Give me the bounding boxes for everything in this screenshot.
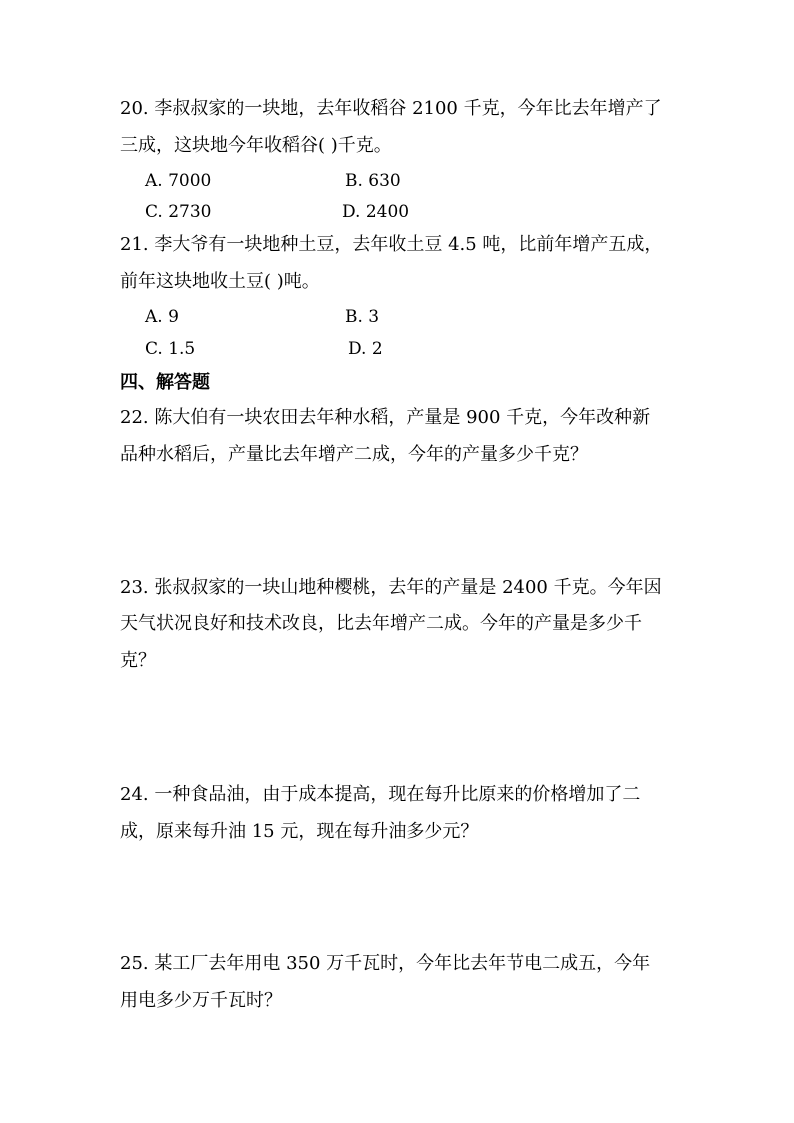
question-22-line-1: 22. 陈大伯有一块农田去年种水稻，产量是 900 千克，今年改种新 <box>120 407 651 428</box>
question-21-option-d: D. 2 <box>348 339 383 359</box>
section-heading: 四、解答题 <box>120 372 210 393</box>
question-20-option-c: C. 2730 <box>145 202 212 222</box>
question-25-line-2: 用电多少万千瓦时？ <box>120 990 282 1011</box>
question-25-line-1: 25. 某工厂去年用电 350 万千瓦时，今年比去年节电二成五，今年 <box>120 953 651 974</box>
question-20-option-b: B. 630 <box>345 171 401 191</box>
question-21-line-1: 21. 李大爷有一块地种土豆，去年收土豆 4.5 吨，比前年增产五成， <box>120 234 663 255</box>
question-20-option-a: A. 7000 <box>145 171 212 191</box>
question-20-line-2: 三成，这块地今年收稻谷( )千克。 <box>120 135 392 156</box>
question-24-line-2: 成，原来每升油 15 元，现在每升油多少元？ <box>120 821 479 842</box>
question-23-line-2: 天气状况良好和技术改良，比去年增产二成。今年的产量是多少千 <box>120 613 642 634</box>
question-23-line-3: 克？ <box>120 650 156 671</box>
question-21-option-a: A. 9 <box>145 307 179 327</box>
question-20-line-1: 20. 李叔叔家的一块地，去年收稻谷 2100 千克，今年比去年增产了 <box>120 98 662 119</box>
question-21-option-b: B. 3 <box>345 307 380 327</box>
question-22-line-2: 品种水稻后，产量比去年增产二成，今年的产量多少千克？ <box>120 444 588 465</box>
question-21-option-c: C. 1.5 <box>145 339 196 359</box>
question-21-line-2: 前年这块地收土豆( )吨。 <box>120 271 320 292</box>
question-24-line-1: 24. 一种食品油，由于成本提高，现在每升比原来的价格增加了二 <box>120 784 641 805</box>
question-20-option-d: D. 2400 <box>342 202 410 222</box>
question-23-line-1: 23. 张叔叔家的一块山地种樱桃，去年的产量是 2400 千克。今年因 <box>120 577 662 598</box>
